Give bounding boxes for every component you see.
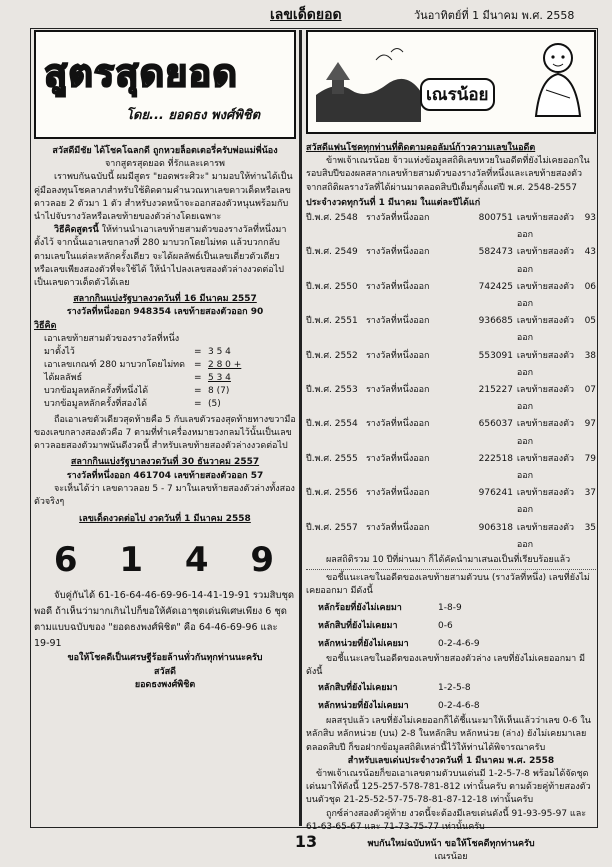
method-label: วิธีคิด bbox=[34, 320, 57, 331]
paragraph-3: ถือเอาเลขตัวเดียวสุดท้ายคือ 5 กับเลขตัวรองสุดท้ายทางขวามือของเลขกลางสองตัวคือ 7 ตามที่ทำเครื่องหมายวงกลมไว้นั้นเป็นเลขดาวลอยสองตัวมาพนันดีงวดนี้ สำหรับเลขท้ายสองตัวล่างงวดต่อไป bbox=[34, 414, 296, 452]
result-line-1: รางวัลที่หนึ่งออก 948354 เลขท้ายสองตัวออก 90 bbox=[66, 307, 264, 318]
stats-summary: ผลสถิติรวม 10 ปีที่ผ่านมา ก็ได้คัดนำมาเสนอเป็นที่เรียบร้อยแล้ว bbox=[326, 555, 571, 566]
header-date: วันอาทิตย์ที่ 1 มีนาคม พ.ศ. 2558 bbox=[414, 9, 575, 22]
result-heading-2: สลากกินแบ่งรัฐบาลงวดวันที่ 30 ธันวาคม 2557 bbox=[70, 457, 260, 468]
stats-table bbox=[306, 210, 596, 554]
column-divider bbox=[299, 30, 302, 826]
separator bbox=[306, 569, 596, 570]
intro-sub: จากสูตรสุดยอด ที่รักและเคารพ bbox=[105, 159, 225, 170]
byline: โดย... ยอดธง พงศ์พิชิต bbox=[126, 108, 261, 123]
page-number: 13 bbox=[294, 832, 318, 851]
table-row: ปี.พ.ศ. 2555 รางวัลที่หนึ่งออก 222518 เลขท้ายสองตัวออก 79 bbox=[306, 453, 597, 482]
page-header bbox=[0, 0, 612, 26]
lucky-digit: 1 bbox=[119, 540, 146, 581]
missing-digit-row: หลักสิบที่ยังไม่เคยมา 0-6 bbox=[318, 620, 453, 631]
sutsudyod-banner bbox=[34, 30, 296, 139]
nenoi-signature: เณรน้อย bbox=[434, 852, 468, 863]
closing-line: ขอให้โชคดีเป็นเศรษฐีร้อยล้านทั่วกันทุกท่านนะครับ bbox=[67, 653, 263, 664]
table-row: ปี.พ.ศ. 2549 รางวัลที่หนึ่งออก 582473 เลขท้ายสองตัวออก 43 bbox=[306, 247, 597, 275]
next-draw-heading: เลขเด็ดงวดต่อไป งวดวันที่ 1 มีนาคม 2558 bbox=[79, 514, 251, 525]
left-column bbox=[34, 30, 296, 826]
calculation-table bbox=[34, 333, 296, 411]
featured-heading: สำหรับเลขเด่นประจำงวดวันที่ 1 มีนาคม พ.ศ. 2558 bbox=[347, 755, 555, 766]
featured-numbers: ข้าพเจ้าเณรน้อยก็ขอเอาเลขตามตัวบนเด่นมี 1-2-5-7-8 พร้อมได้จัดชุดเด่นมาให้ดังนี้ 125-257-578-781-812 เท่านั้นครับ ตามด้วยคู่ท้ายสองตัวบนตัวชุด 21-25-52-57-75-78-81-87-12-18 เท่านั้นครับ bbox=[306, 768, 591, 806]
calc-row: ได้ผลลัพธ์ = 5 3 4 bbox=[44, 372, 231, 383]
sutsudyod-logo: สูตรสุดยอด bbox=[44, 51, 238, 95]
table-row: ปี.พ.ศ. 2551 รางวัลที่หนึ่งออก 936685 เลขท้ายสองตัวออก 05 bbox=[306, 316, 597, 344]
nenoi-heading: สวัสดีแฟนโชคทุกท่านที่ติดตามคอลัมน์ก้าวความเลขในอดีต bbox=[306, 143, 536, 153]
method-heading: วิธีคิดสูตรนี้ bbox=[54, 225, 99, 236]
paragraph-1: เราพบกันฉบับนี้ ผมมีสูตร "ยอดพระศิวะ" มามอบให้ท่านได้เป็นคู่มือลงทุนโชคลาภสำหรับใช้ติดตามคำนวณหาเลขดาวเด็ดหรือเลขดาวลอย 2 ตัวมา 1 ตัว สำหรับงวดหน้าจะออกสองตัวหนุนพร้อมกับนำไปจับรางวัลหรือเลขท้ายของตัวล่างโดยเฉพาะ bbox=[34, 172, 293, 223]
missing-digit-row: หลักหน่วยที่ยังไม่เคยมา 0-2-4-6-9 bbox=[318, 638, 480, 649]
missing-digit-row: หลักร้อยที่ยังไม่เคยมา 1-8-9 bbox=[318, 602, 462, 613]
calc-row: เอาเลขเกณฑ์ 280 มาบวกโดยไม่ทด = 2 8 0 + bbox=[44, 359, 242, 370]
result-line-2: รางวัลที่หนึ่งออก 461704 เลขท้ายสองตัวออก 57 bbox=[66, 470, 264, 481]
upper-missing-intro: ขอชี้แนะเลขในอดีตของเลขท้ายสามตัวบน (รางวัลที่หนึ่ง) เลขที่ยังไม่เคยออกมา มีดังนี้ bbox=[306, 573, 590, 597]
lucky-digit: 4 bbox=[184, 540, 211, 581]
calc-row: บวกข้อมูลหลักครั้งที่หนึ่งได้ = 8 (7) bbox=[44, 385, 230, 396]
table-row: ปี.พ.ศ. 2556 รางวัลที่หนึ่งออก 976241 เลขท้ายสองตัวออก 37 bbox=[306, 488, 597, 516]
calc-row: เอาเลขท้ายสามตัวของรางวัลที่หนึ่ง bbox=[44, 333, 180, 344]
landscape-illustration bbox=[316, 40, 421, 122]
table-row: ปี.พ.ศ. 2553 รางวัลที่หนึ่งออก 215227 เลขท้ายสองตัวออก 07 bbox=[306, 385, 597, 413]
table-row: ปี.พ.ศ. 2557 รางวัลที่หนึ่งออก 906318 เลขท้ายสองตัวออก 35 bbox=[306, 522, 597, 550]
calc-row: บวกข้อมูลหลักครั้งที่สองได้ = (5) bbox=[44, 398, 221, 409]
lower-featured-numbers: ถูกซ์ล่างสองตัวคู่ท้าย งวดนี้จะต้องมีเลขเด่นดังนี้ 91-93-95-97 และ 61-63-65-67 และ 71-73-75-77 เท่านั้นครับ bbox=[306, 808, 587, 832]
lower-missing-intro: ขอชี้แนะเลขในอดีตของเลขท้ายสองตัวล่าง เลขที่ยังไม่เคยออกมา มีดังนี้ bbox=[306, 653, 586, 677]
table-row: ปี.พ.ศ. 2550 รางวัลที่หนึ่งออก 742425 เลขท้ายสองตัวออก 06 bbox=[306, 281, 597, 310]
nenoi-banner bbox=[306, 30, 596, 134]
table-row: ปี.พ.ศ. 2554 รางวัลที่หนึ่งออก 656037 เลขท้ายสองตัวออก 97 bbox=[306, 419, 597, 447]
nenoi-title: เณรน้อย bbox=[420, 78, 495, 111]
paragraph-2: ให้ท่านนำเอาเลขท้ายสามตัวของรางวัลที่หนึ่งมาตั้งไว้ จากนั้นเอาเลขกลางที่ 280 มาบวกโดยไม่ทด แล้วบวกกลับตามเลขในแต่ละหลักครั้งเดียว จะได้ผลลัพธ์เป็นเลขเดี่ยวตัวเดียว หรือเลขเพียงสองตัวที่จะใช้ได้ ให้นำไปลงเลขสองตัวล่างงวดต่อไปเป็นเลขดาวเด็ดตัวได้เลย bbox=[34, 225, 287, 289]
monk-icon bbox=[526, 38, 590, 124]
paragraph-4: จะเห็นได้ว่า เลขดาวลอย 5 - 7 มาในเลขท้ายสองตัวล่างทั้งสองตัวจริงๆ bbox=[34, 483, 295, 508]
stats-date: ประจำงวดทุกวันที่ 1 มีนาคม ในแต่ละปีได้แก่ bbox=[306, 197, 481, 208]
header-brand: เลขเด็ดยอด bbox=[270, 7, 342, 23]
calc-row: มาตั้งไว้ = 3 5 4 bbox=[44, 346, 231, 357]
paragraph-5: จับคู่กันได้ 61-16-64-46-69-96-14-41-19-91 รวมสิบชุดพอดี ถ้าเห็นว่ามากเกินไปก็ขอให้คัดเอาชุดเด่นพิเศษเพียง 6 ชุด ตามแบบฉบับของ "ยอดธงพงศ์พิชิต" คือ 64-46-69-96 และ 19-91 bbox=[34, 590, 295, 650]
result-heading-1: สลากกินแบ่งรัฐบาลงวดวันที่ 16 มีนาคม 2557 bbox=[73, 294, 257, 305]
missing-digit-row: หลักสิบที่ยังไม่เคยมา 1-2-5-8 bbox=[318, 683, 471, 694]
conclusion: ผลสรุปแล้ว เลขที่ยังไม่เคยออกก็ได้ชี้แนะมาให้เห็นแล้วว่าเลข 0-6 ในหลักสิบ หลักหน่วย (บน) 2-8 ในหลักสิบ หลักหน่วย (ล่าง) ยังไม่เคยมาเลยตลอดสิบปี ก็ขอฝากข้อมูลสถิติเหล่านี้ไว้ให้ท่านได้พิจารณาครับ bbox=[306, 716, 591, 753]
lucky-digit: 6 bbox=[53, 540, 80, 581]
table-row: ปี.พ.ศ. 2548 รางวัลที่หนึ่งออก 800751 เลขท้ายสองตัวออก 93 bbox=[306, 213, 597, 241]
table-row: ปี.พ.ศ. 2552 รางวัลที่หนึ่งออก 553091 เลขท้ายสองตัวออก 38 bbox=[306, 350, 597, 378]
lucky-digits bbox=[34, 540, 296, 580]
intro-title: สวัสดีมีชัย ได้โชคโฉลกดี ถูกหวยล็อตเตอรี่ครับพ่อแม่พี่น้อง bbox=[52, 146, 278, 156]
lucky-digit: 9 bbox=[250, 540, 277, 581]
farewell: พบกันใหม่ฉบับหน้า ขอให้โชคดีทุกท่านครับ bbox=[367, 838, 535, 849]
nenoi-intro: ข้าพเจ้าเณรน้อย จ้าวแห่งข้อมูลสถิติเลขหวยในอดีตที่ยังไม่เคยออกในรอบสิบปีของผลสลากเลขท้ายสามตัวของรางวัลที่หนึ่งและเลขท้ายสองตัวจากสถิติผลรางวัลที่ได้ผ่านมาตลอดสิบปีเต็มๆตั้งแต่ปี พ.ศ. 2548-2557 bbox=[306, 156, 590, 193]
missing-digit-row: หลักหน่วยที่ยังไม่เคยมา 0-2-4-6-8 bbox=[318, 701, 480, 712]
closing-greeting: สวัสดี bbox=[154, 666, 176, 677]
author-signature: ยอดธงพงศ์พิชิต bbox=[134, 679, 196, 690]
